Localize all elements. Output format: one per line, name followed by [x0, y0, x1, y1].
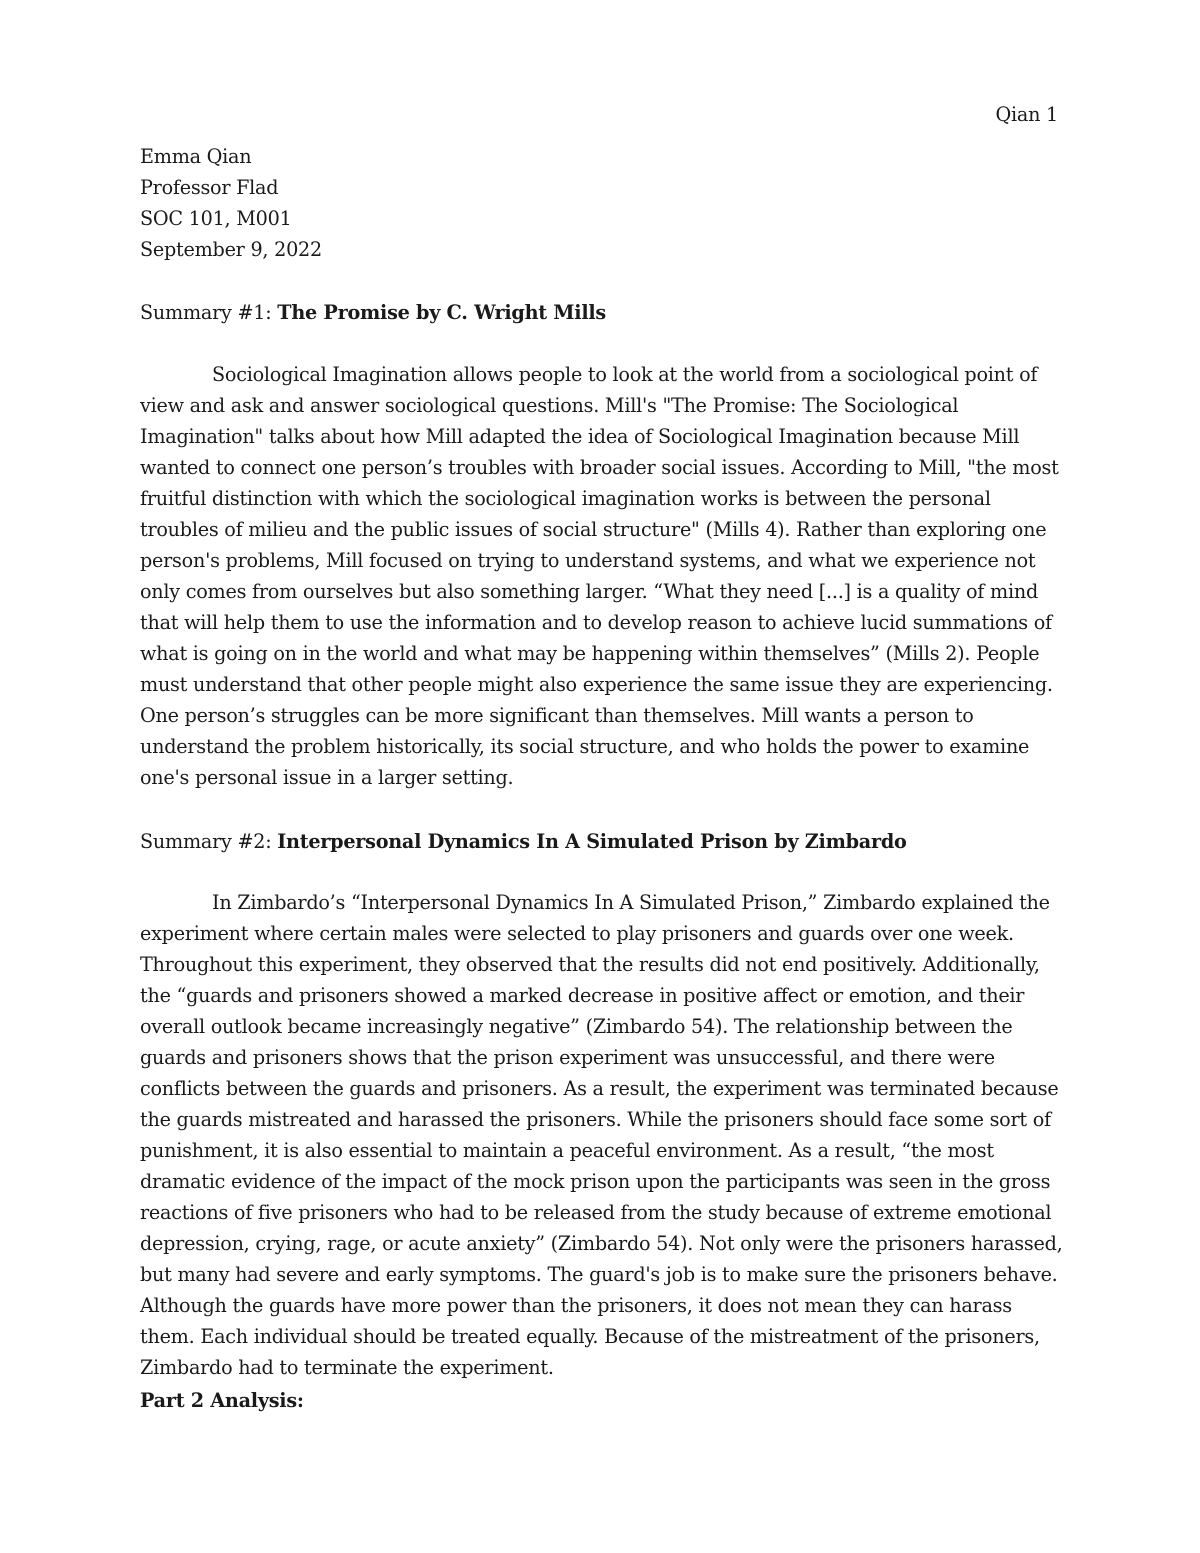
summary-2-paragraph: In Zimbardo’s “Interpersonal Dynamics In A Simulated Prison,” Zimbardo explained the experiment where certain males were selected to play prisoners and guards over one week. Throughout this experiment, they observed that the results did not end positively. Additionally, the “guards and prisoners showed a marked decrease in positive affect or emotion, and their overall outlook became increasingly negative” (Zimbardo 54). The relationship between the guards and prisoners shows that the prison experiment was unsuccessful, and there were conflicts between the guards and prisoners. As a result, the experiment was terminated because the guards mistreated and harassed the prisoners. While the prisoners should face some sort of punishment, it is also essential to maintain a peaceful environment. As a result, “the most dramatic evidence of the impact of the mock prison upon the participants was seen in the gross reactions of five prisoners who had to be released from the study because of extreme emotional depression, crying, rage, or acute anxiety” (Zimbardo 54). Not only were the prisoners harassed, but many had severe and early symptoms. The guard's job is to make sure the prisoners behave. Although the guards have more power than the prisoners, it does not mean they can harass them. Each individual should be treated equally. Because of the mistreatment of the prisoners, Zimbardo had to terminate the experiment.: [140, 891, 1063, 1379]
date-line: September 9, 2022: [140, 238, 322, 261]
student-name: Emma Qian: [140, 145, 252, 168]
summary-1-section: [140, 359, 1070, 793]
mla-heading: [140, 141, 1070, 265]
course-name: SOC 101, M001: [140, 207, 292, 230]
summary-2-heading: [140, 826, 1070, 857]
summary-1-heading: [140, 297, 1070, 328]
part-2-heading: Part 2 Analysis:: [140, 1389, 304, 1412]
summary-2-label: Summary #2:: [140, 830, 278, 853]
running-head: Qian 1: [995, 103, 1058, 126]
summary-1-title: The Promise by C. Wright Mills: [277, 301, 606, 324]
summary-2-section: [140, 887, 1070, 1383]
professor-name: Professor Flad: [140, 176, 279, 199]
summary-1-label: Summary #1:: [140, 301, 278, 324]
summary-1-paragraph: Sociological Imagination allows people to look at the world from a sociological point of view and ask and answer sociological questions. Mill's "The Promise: The Sociological Imagination" talks about how Mill adapted the idea of Sociological Imagination because Mill wanted to connect one person’s troubles with broader social issues. According to Mill, "the most fruitful distinction with which the sociological imagination works is between the personal troubles of milieu and the public issues of social structure" (Mills 4). Rather than exploring one person's problems, Mill focused on trying to understand systems, and what we experience not only comes from ourselves but also something larger. “What they need [...] is a quality of mind that will help them to use the information and to develop reason to achieve lucid summations of what is going on in the world and what may be happening within themselves” (Mills 2). People must understand that other people might also experience the same issue they are experiencing. One person’s struggles can be more significant than themselves. Mill wants a person to understand the problem historically, its social structure, and who holds the power to examine one's personal issue in a larger setting.: [140, 363, 1059, 789]
summary-2-title: Interpersonal Dynamics In A Simulated Prison by Zimbardo: [277, 830, 907, 853]
